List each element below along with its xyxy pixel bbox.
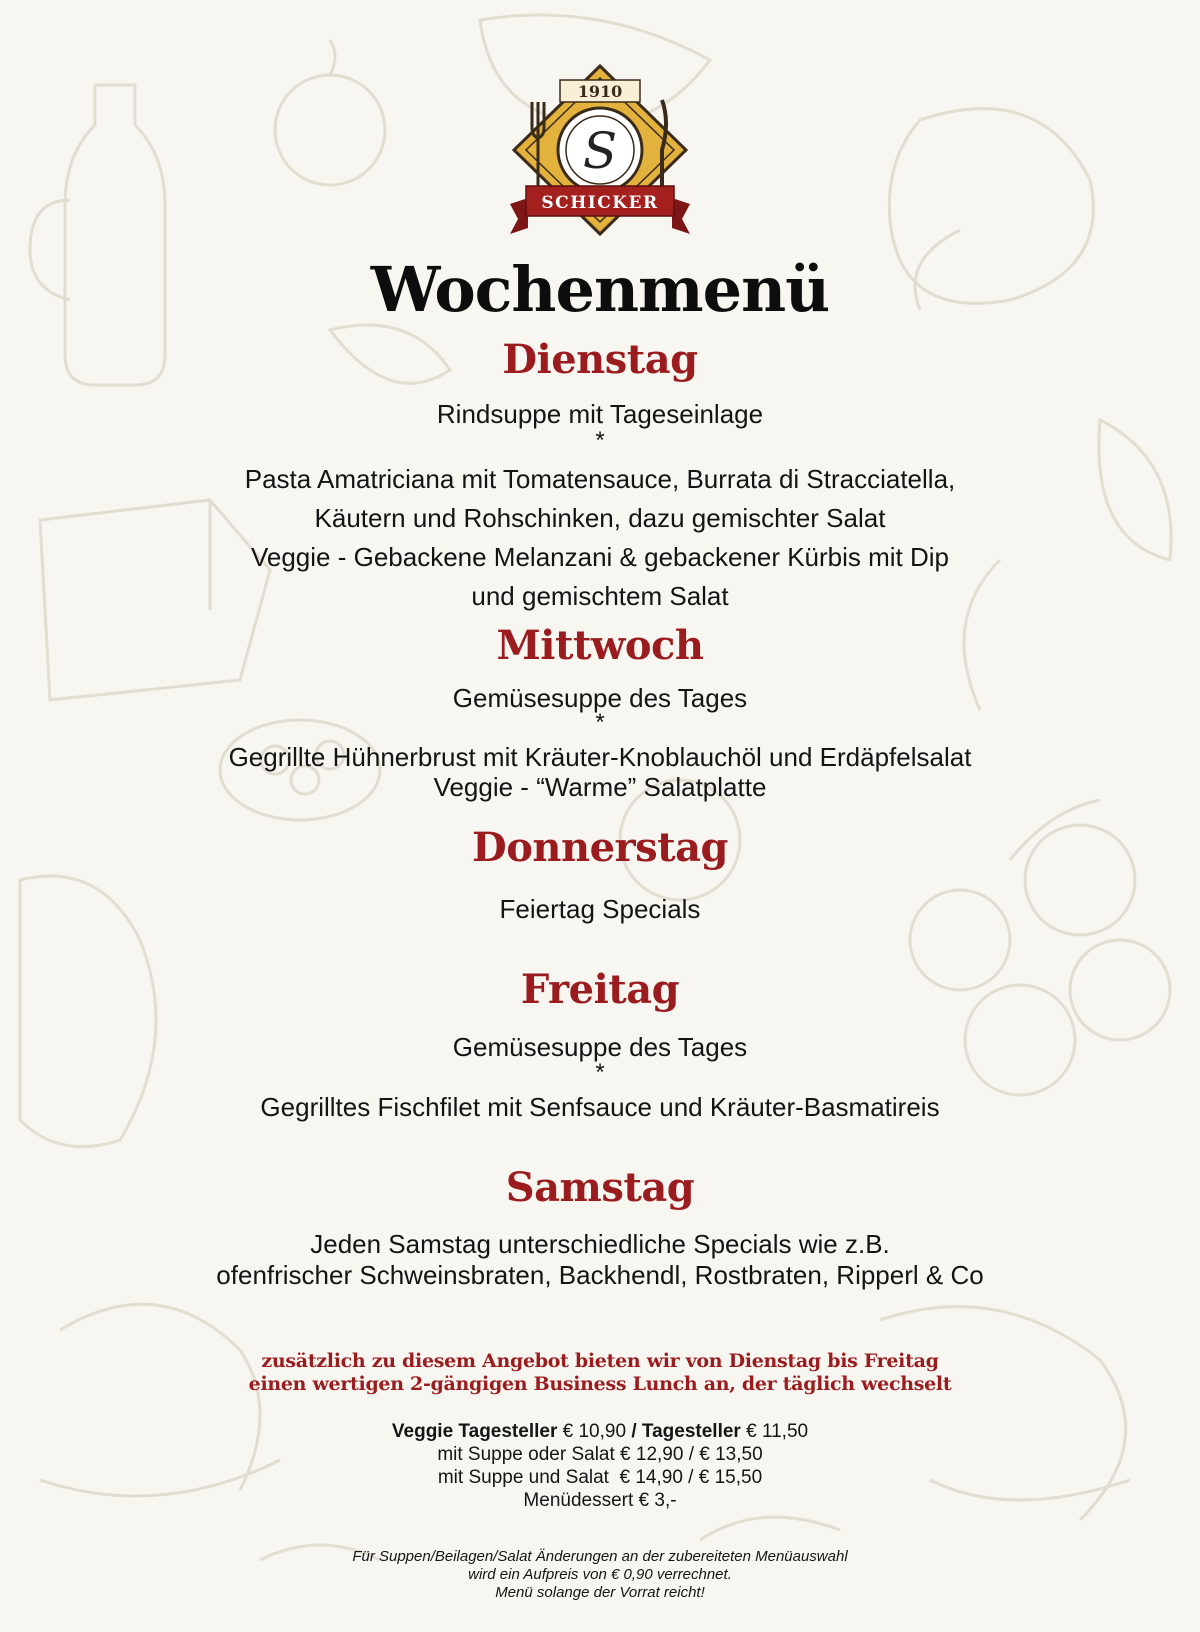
veggie-tagesteller-label: Veggie Tagesteller <box>391 1421 558 1442</box>
dienstag-soup: Rindsuppe mit Tageseinlage <box>436 399 764 429</box>
samstag-line-2: ofenfrischer Schweinsbraten, Backhendl, Rostbraten, Ripperl & Co <box>216 1260 984 1290</box>
price-slash: / <box>631 1421 637 1442</box>
promo-line-2: einen wertigen 2-gängigen Business Lunch an, der täglich wechselt <box>248 1373 952 1395</box>
logo-name: SCHICKER <box>541 193 659 213</box>
tagesteller-label: Tagesteller <box>641 1421 741 1442</box>
mittwoch-main: Gegrillte Hühnerbrust mit Kräuter-Knoblauchöl und Erdäpfelsalat <box>228 742 972 772</box>
tagesteller-price: € 11,50 <box>746 1421 809 1442</box>
day-heading-freitag: Freitag <box>520 966 680 1013</box>
freitag-main: Gegrilltes Fischfilet mit Senfsauce und Kräuter-Basmatireis <box>260 1092 940 1122</box>
day-heading-dienstag: Dienstag <box>502 336 698 383</box>
note-line-1: Für Suppen/Beilagen/Salat Änderungen an der zubereiteten Menüauswahl <box>352 1548 848 1565</box>
price-dessert: Menüdessert € 3,- <box>523 1490 677 1511</box>
dienstag-veggie-line-2: und gemischtem Salat <box>471 581 729 611</box>
note-line-2: wird ein Aufpreis von € 0,90 verrechnet. <box>468 1566 732 1583</box>
dienstag-separator: * <box>595 427 605 454</box>
donnerstag-special: Feiertag Specials <box>499 894 701 924</box>
promo-line-1: zusätzlich zu diesem Angebot bieten wir von Dienstag bis Freitag <box>261 1350 939 1372</box>
day-heading-donnerstag: Donnerstag <box>472 824 728 871</box>
price-tagesteller <box>0 1420 1200 1443</box>
veggie-tagesteller-price: € 10,90 <box>562 1421 627 1442</box>
mittwoch-veggie: Veggie - “Warme” Salatplatte <box>433 772 767 802</box>
samstag-line-1: Jeden Samstag unterschiedliche Specials wie z.B. <box>310 1229 890 1259</box>
schicker-logo <box>500 62 700 240</box>
note-line-3: Menü solange der Vorrat reicht! <box>495 1584 705 1601</box>
logo-year: 1910 <box>577 82 623 101</box>
dienstag-veggie-line-1: Veggie - Gebackene Melanzani & gebackener Kürbis mit Dip <box>250 542 950 572</box>
day-heading-samstag: Samstag <box>505 1164 695 1211</box>
dienstag-main-line-1: Pasta Amatriciana mit Tomatensauce, Burrata di Stracciatella, <box>244 464 956 494</box>
price-soup-and-salad: mit Suppe und Salat € 14,90 / € 15,50 <box>437 1467 763 1488</box>
mittwoch-separator: * <box>595 709 605 736</box>
logo-monogram: S <box>582 122 618 180</box>
freitag-soup: Gemüsesuppe des Tages <box>452 1032 748 1062</box>
freitag-separator: * <box>595 1059 605 1086</box>
price-soup-or-salad: mit Suppe oder Salat € 12,90 / € 13,50 <box>437 1444 763 1465</box>
day-heading-mittwoch: Mittwoch <box>496 622 704 669</box>
mittwoch-soup: Gemüsesuppe des Tages <box>452 683 748 713</box>
dienstag-main-line-2: Käutern und Rohschinken, dazu gemischter Salat <box>314 503 886 533</box>
page-title: Wochenmenü <box>370 253 830 326</box>
